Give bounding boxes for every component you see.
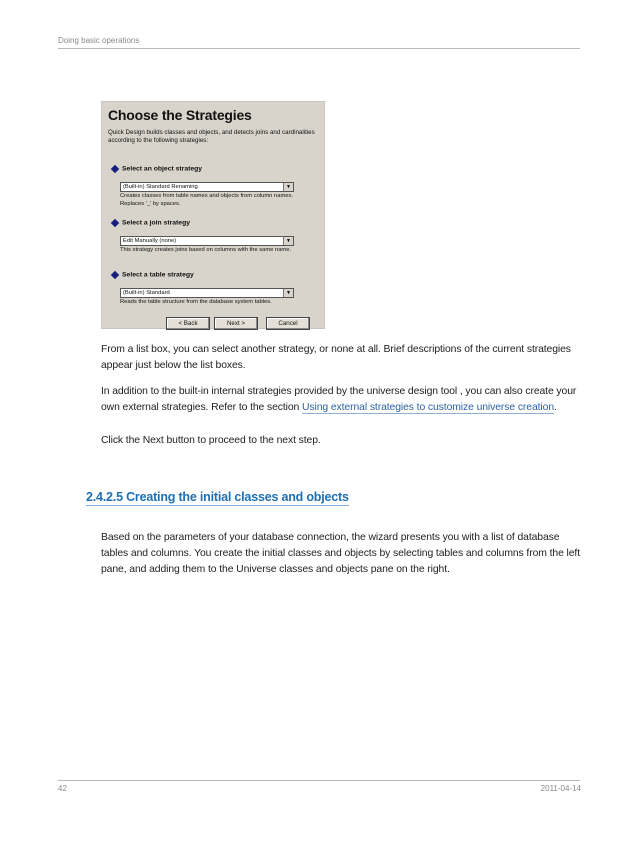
footer-rule	[58, 780, 580, 781]
dropdown-arrow-icon[interactable]: ▼	[283, 183, 293, 191]
join-strategy-value: Edit Manually (none)	[123, 238, 177, 244]
back-button[interactable]: < Back	[166, 317, 210, 330]
running-header: Doing basic operations	[58, 36, 140, 45]
object-strategy-select[interactable]	[120, 182, 294, 192]
page-number: 42	[58, 784, 67, 793]
paragraph-text: .	[554, 402, 557, 413]
join-strategy-select[interactable]	[120, 236, 294, 246]
table-strategy-heading: Select a table strategy	[122, 271, 194, 279]
dialog-title: Choose the Strategies	[108, 107, 252, 123]
object-strategy-value: (Built-in) Standard Renaming	[123, 184, 198, 190]
strategies-dialog-screenshot	[101, 101, 325, 329]
dialog-button-row	[166, 312, 314, 330]
object-strategy-description: Creates classes from table names and objects from column names. Replaces '_' by spaces.	[120, 193, 294, 207]
object-strategy-heading: Select an object strategy	[122, 165, 203, 173]
diamond-bullet-icon	[111, 271, 119, 279]
table-strategy-description: Reads the table structure from the database system tables.	[120, 299, 272, 305]
dropdown-arrow-icon[interactable]: ▼	[283, 289, 293, 297]
object-strategy-section	[110, 160, 320, 208]
cancel-button[interactable]: Cancel	[266, 317, 310, 330]
paragraph-external-strategies	[101, 384, 583, 416]
paragraph-text: In addition to the built-in internal strategies provided by the universe design tool , you can also create your own external strategies. Refer to the section	[101, 386, 577, 413]
header-rule	[58, 48, 580, 49]
table-strategy-select[interactable]	[120, 288, 294, 298]
diamond-bullet-icon	[111, 165, 119, 173]
join-strategy-description: This strategy creates joins based on columns with the same name.	[120, 247, 292, 253]
join-strategy-heading: Select a join strategy	[122, 219, 190, 227]
section-heading: 2.4.2.5 Creating the initial classes and objects	[86, 490, 349, 504]
paragraph-initial-classes: Based on the parameters of your database connection, the wizard presents you with a list of database tables and columns. You create the initial classes and objects by selecting tables and columns from the left pane, and adding them to the Universe classes and objects pane on the right.	[101, 532, 580, 575]
next-button[interactable]: Next >	[214, 317, 258, 330]
dialog-intro: Quick Design builds classes and objects, and detects joins and cardinalities according to the following strategies:	[108, 129, 315, 144]
paragraph-next-step: Click the Next button to proceed to the next step.	[101, 435, 321, 446]
table-strategy-section	[110, 266, 320, 307]
paragraph-list-box: From a list box, you can select another strategy, or none at all. Brief descriptions of the current strategies appear just below the list boxes.	[101, 344, 571, 371]
external-strategies-link[interactable]: Using external strategies to customize universe creation	[302, 402, 554, 413]
diamond-bullet-icon	[111, 219, 119, 227]
footer-date: 2011-04-14	[540, 784, 581, 793]
dropdown-arrow-icon[interactable]: ▼	[283, 237, 293, 245]
table-strategy-value: (Built-in) Standard	[123, 290, 170, 296]
join-strategy-section	[110, 214, 320, 255]
